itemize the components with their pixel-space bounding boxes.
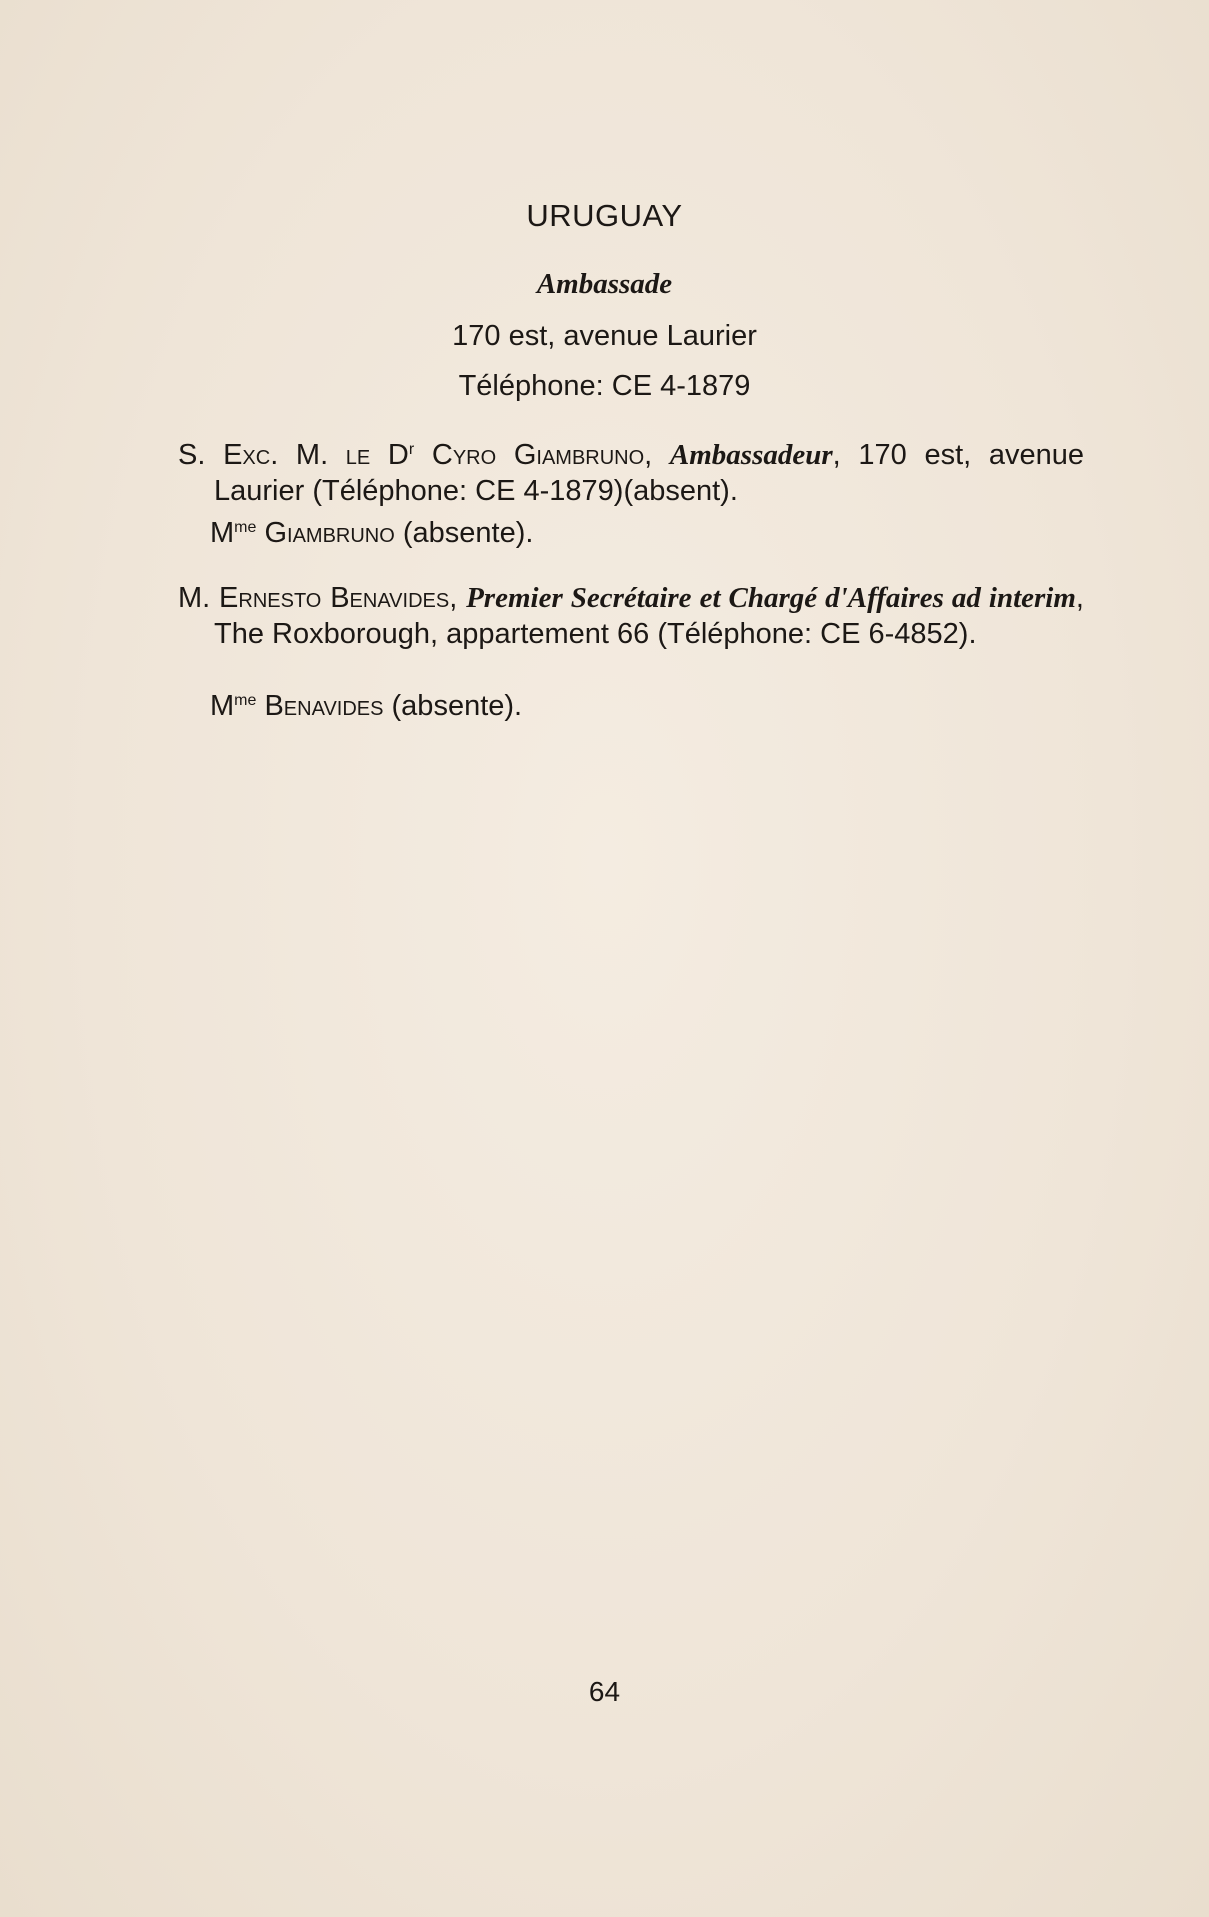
entry-name: Ernesto Benavides bbox=[219, 582, 450, 614]
spouse-secretary bbox=[210, 688, 522, 724]
entry-details: , 170 est, avenue Laurier (Téléphone: CE 4-1879)(absent). bbox=[214, 439, 1084, 507]
entry-name: Cyro Giambruno bbox=[414, 439, 645, 471]
spouse-ambassador bbox=[210, 515, 533, 551]
spouse-name: Giambruno bbox=[256, 517, 395, 549]
embassy-phone: Téléphone: CE 4-1879 bbox=[458, 370, 751, 402]
spouse-name: Benavides bbox=[256, 690, 384, 722]
spouse-details: (absente). bbox=[383, 690, 523, 722]
entry-secretary: M. Ernesto Benavides, Premier Secrétaire et Chargé d'Affaires ad interim, The Roxborough, appartement 66 (Téléphone: CE 6-4852). bbox=[178, 582, 1084, 650]
spouse-prefix: M bbox=[210, 690, 235, 722]
entry-role: Ambassadeur bbox=[669, 439, 833, 471]
entry-prefix: S. bbox=[178, 439, 224, 471]
page-number: 64 bbox=[588, 1676, 621, 1707]
embassy-address: 170 est, avenue Laurier bbox=[452, 320, 757, 352]
spouse-sup: me bbox=[234, 519, 257, 536]
country-heading: URUGUAY bbox=[526, 198, 683, 233]
entry-role: Premier Secrétaire et Chargé d'Affaires ad interim bbox=[466, 582, 1076, 614]
spouse-prefix: M bbox=[210, 517, 235, 549]
entry-ambassador: S. Exc. M. le $D^r$ Cyro Giambruno, Ambassadeur, 170 est, avenue Laurier (Téléphone: CE 4-1879)(absent). bbox=[178, 439, 1084, 507]
entry-title-sup: r bbox=[408, 441, 415, 458]
entry-prefix: M. bbox=[178, 582, 220, 614]
spouse-details: (absente). bbox=[394, 517, 534, 549]
entry-title: Exc. M. le D bbox=[223, 439, 409, 471]
spouse-sup: me bbox=[234, 692, 257, 709]
section-subtitle: Ambassade bbox=[536, 268, 673, 300]
entry-details: , The Roxborough, appartement 66 (Téléphone: CE 6-4852). bbox=[214, 582, 1084, 650]
